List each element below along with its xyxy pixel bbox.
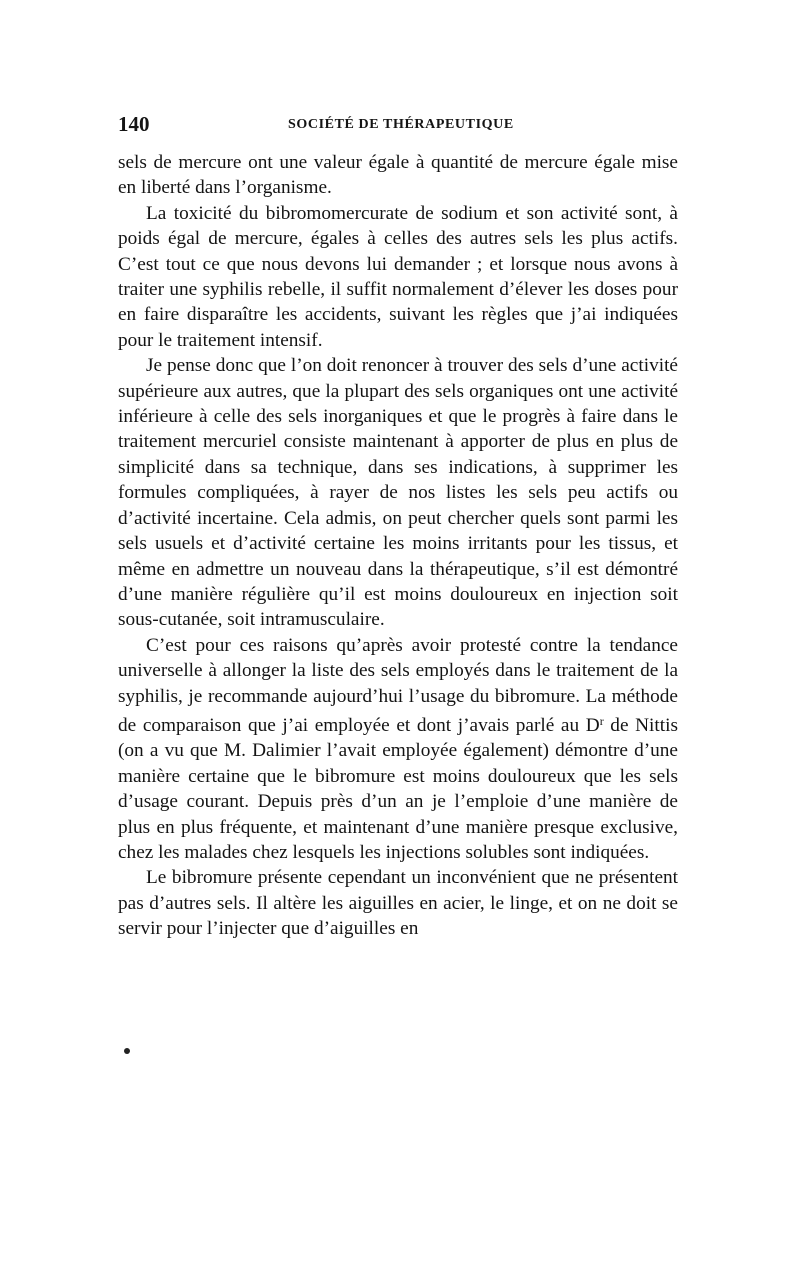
paragraph-recommendation-part-2: de Nittis (on a vu que M. Dalimier l’avait employée également) démontre d’une manière certaine que le bibromure est moins douloureux que les sels d’usage courant. Depuis près d’un an je l’emploie d’une manière de plus en plus fréquente, et maintenant d’une manière presque exclusive, chez les malades chez lesquels les injections solubles sont indiquées. (118, 714, 678, 863)
paragraph-renounce: Je pense donc que l’on doit renoncer à trouver des sels d’une activité supérieure aux autres, que la plupart des sels organiques ont une activité inférieure à celle des sels inorganiques et que le progrès à faire dans le traitement mercuriel consiste maintenant à apporter de plus en plus de simplicité dans sa technique, dans ses indications, à supprimer les formules compliquées, à rayer de nos listes les sels peu actifs ou d’activité incertaine. Cela admis, on peut chercher quels sont parmi les sels usuels et d’activité certaine les moins irritants pour les tissus, et même en admettre un nouveau dans la thérapeutique, s’il est démontré d’une manière régulière qu’il est moins douloureux en injection soit sous-cutanée, soit intramusculaire. (118, 355, 678, 631)
doctor-abbreviation-superscript: r (599, 713, 604, 728)
paragraph-recommendation (118, 633, 678, 866)
page-header (118, 112, 678, 142)
running-title: SOCIÉTÉ DE THÉRAPEUTIQUE (288, 117, 514, 132)
page-number: 140 (118, 112, 150, 136)
paragraph-toxicity: La toxicité du bibromomercurate de sodium et son activité sont, à poids égal de mercure, égales à celles des autres sels les plus actifs. C’est tout ce que nous devons lui demander ; et lorsque nous avons à traiter une syphilis rebelle, il suffit normalement d’élever les doses pour en faire disparaître les accidents, suivant les règles que j’ai indiquées pour le traitement intensif. (118, 202, 678, 351)
ink-dot (124, 1048, 130, 1054)
book-page (118, 112, 678, 942)
paragraph-recommendation-part-1: C’est pour ces raisons qu’après avoir protesté contre la tendance universelle à allonger la liste des sels employés dans le traitement de la syphilis, je recommande aujourd’hui l’usage du bibromure. La méthode de comparaison que j’ai employée et dont j’avais parlé au D (118, 634, 678, 736)
body-text (118, 150, 678, 942)
paragraph-continued: sels de mercure ont une valeur égale à quantité de mercure égale mise en liberté dans l’organisme. (118, 152, 678, 199)
paragraph-inconvenience: Le bibromure présente cependant un inconvénient que ne présentent pas d’autres sels. Il altère les aiguilles en acier, le linge, et on ne doit se servir pour l’injecter que d’aiguilles en (118, 867, 678, 940)
